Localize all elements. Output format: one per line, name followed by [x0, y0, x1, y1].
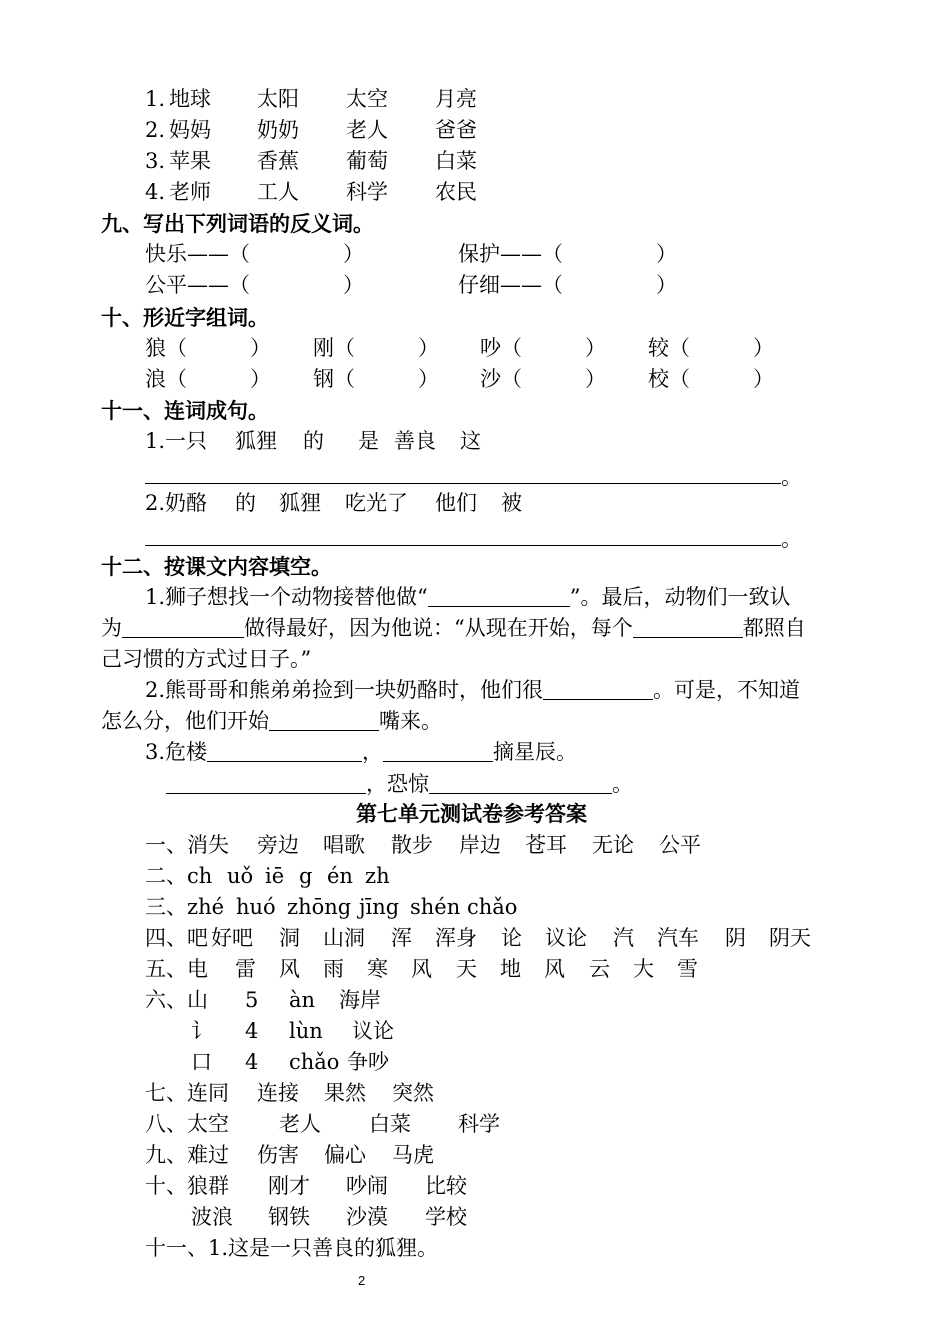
word: 是: [358, 429, 379, 453]
s9-item-4: 仔细——（: [458, 273, 563, 297]
word: 农民: [435, 180, 477, 204]
word: 妈妈: [169, 118, 211, 142]
s8-num: 1.: [145, 87, 166, 111]
word: 香蕉: [257, 149, 299, 173]
answer-row-1: 一、消失 旁边 唱歌 散步 岸边 苍耳 无论 公平: [145, 833, 701, 857]
blank[interactable]: [383, 741, 493, 762]
word: 吃光了: [345, 491, 408, 515]
s10-r1-2: 刚（: [313, 336, 355, 360]
word: 的: [235, 491, 256, 515]
s10-r2-4: 校（: [648, 367, 690, 391]
word: 老师: [169, 180, 211, 204]
s12-p3-line2: ，恐惊 。: [166, 771, 633, 797]
word: 月亮: [435, 87, 477, 111]
word: 老人: [346, 118, 388, 142]
s8-num: 4.: [145, 180, 166, 204]
section11-title: 十一、连词成句。: [101, 399, 269, 423]
word: 他们: [435, 491, 477, 515]
answer-line-1[interactable]: [145, 463, 781, 484]
s12-p3-line1: 3.危楼 ， 摘星辰。: [145, 740, 578, 764]
blank[interactable]: [269, 710, 379, 731]
s10-close: ）: [585, 367, 606, 391]
answer-row-6b: 讠 4 lùn 议论: [191, 1019, 394, 1043]
s10-close: ）: [753, 367, 774, 391]
answer-row-10a: 十、狼群 刚才 吵闹 比较: [145, 1174, 467, 1198]
word: 科学: [346, 180, 388, 204]
answer-row-4: 四、吧 好吧 洞 山洞 浑 浑身 论 议论 汽 汽车 阴 阴天: [145, 926, 811, 950]
answer-row-10b: 波浪 钢铁 沙漠 学校: [191, 1205, 467, 1229]
section10-title: 十、形近字组词。: [101, 306, 269, 330]
answer-row-11: 十一、1.这是一只善良的狐狸。: [145, 1236, 439, 1260]
word: 狐狸: [279, 491, 321, 515]
s9-item-2: 保护——（: [458, 242, 563, 266]
s11-end: 。: [781, 527, 802, 551]
s9-close: ）: [656, 242, 677, 266]
answer-row-6a: 六、山 5 àn 海岸: [145, 988, 381, 1012]
word: 苹果: [169, 149, 211, 173]
s10-close: ）: [250, 367, 271, 391]
s11-q2: [145, 490, 522, 516]
page-number: 2: [358, 1273, 366, 1288]
blank[interactable]: [166, 773, 366, 794]
s9-item-1: 快乐——（: [145, 242, 250, 266]
word: 白菜: [435, 149, 477, 173]
s8-row-2: [145, 117, 477, 143]
word: 葡萄: [346, 149, 388, 173]
blank[interactable]: [428, 586, 570, 607]
word: 狐狸: [235, 429, 277, 453]
s10-r2-2: 钢（: [313, 367, 355, 391]
word: 太阳: [257, 87, 299, 111]
answer-row-9: 九、难过 伤害 偏心 马虎: [145, 1143, 434, 1167]
blank[interactable]: [543, 679, 653, 700]
word: 的: [303, 429, 324, 453]
blank[interactable]: [633, 617, 743, 638]
s10-r1-3: 吵（: [480, 336, 522, 360]
s12-p2-line2: 怎么分，他们开始 嘴来。: [101, 709, 442, 733]
word: 2.奶酪: [145, 491, 208, 515]
s10-close: ）: [418, 367, 439, 391]
word: 爸爸: [435, 118, 477, 142]
section12-title: 十二、按课文内容填空。: [101, 555, 332, 579]
answer-line-2[interactable]: [145, 525, 781, 546]
word: 地球: [169, 87, 211, 111]
s10-r1-4: 较（: [648, 336, 690, 360]
s8-row-1: [145, 86, 477, 112]
blank[interactable]: [207, 741, 362, 762]
s10-r2-3: 沙（: [480, 367, 522, 391]
blank[interactable]: [429, 773, 612, 794]
word: 工人: [257, 180, 299, 204]
answer-row-2: 二、ch uǒ iē g én zh: [145, 864, 390, 888]
word: 1.一只: [145, 429, 208, 453]
s8-num: 3.: [145, 149, 166, 173]
s12-p1-line1: 1.狮子想找一个动物接替他做“ ”。最后，动物们一致认: [145, 585, 791, 609]
section9-title: 九、写出下列词语的反义词。: [101, 212, 374, 236]
word: 这: [460, 429, 481, 453]
s9-close: ）: [343, 242, 364, 266]
s8-row-3: [145, 148, 477, 174]
blank[interactable]: [122, 617, 244, 638]
word: 被: [501, 491, 522, 515]
s12-p1-line3: 己习惯的方式过日子。”: [101, 647, 312, 671]
s10-close: ）: [585, 336, 606, 360]
word: 奶奶: [257, 118, 299, 142]
s10-close: ）: [753, 336, 774, 360]
s12-p2-line1: 2.熊哥哥和熊弟弟捡到一块奶酪时，他们很 。可是，不知道: [145, 678, 801, 702]
answer-row-3: 三、zhé huó zhōng jīng shén chǎo: [145, 895, 518, 919]
s10-close: ）: [250, 336, 271, 360]
s11-end: 。: [781, 465, 802, 489]
s9-close: ）: [656, 273, 677, 297]
answers-title: 第七单元测试卷参考答案: [356, 802, 587, 826]
answer-row-8: 八、太空 老人 白菜 科学: [145, 1112, 500, 1136]
word: 太空: [346, 87, 388, 111]
s12-p1-line2: 为 做得最好，因为他说：“从现在开始，每个 都照自: [101, 616, 806, 640]
s11-q1: [145, 428, 481, 454]
answer-row-6c: 口 4 chǎo 争吵: [191, 1050, 389, 1074]
s10-r2-1: 浪（: [145, 367, 187, 391]
s10-r1-1: 狼（: [145, 336, 187, 360]
word: 善良: [394, 429, 436, 453]
answer-row-7: 七、连同 连接 果然 突然: [145, 1081, 434, 1105]
s8-num: 2.: [145, 118, 166, 142]
answer-row-5: 五、电 雷 风 雨 寒 风 天 地 风 云 大 雪: [145, 957, 698, 981]
s9-close: ）: [343, 273, 364, 297]
s10-close: ）: [418, 336, 439, 360]
s9-item-3: 公平——（: [145, 273, 250, 297]
s8-row-4: [145, 179, 477, 205]
